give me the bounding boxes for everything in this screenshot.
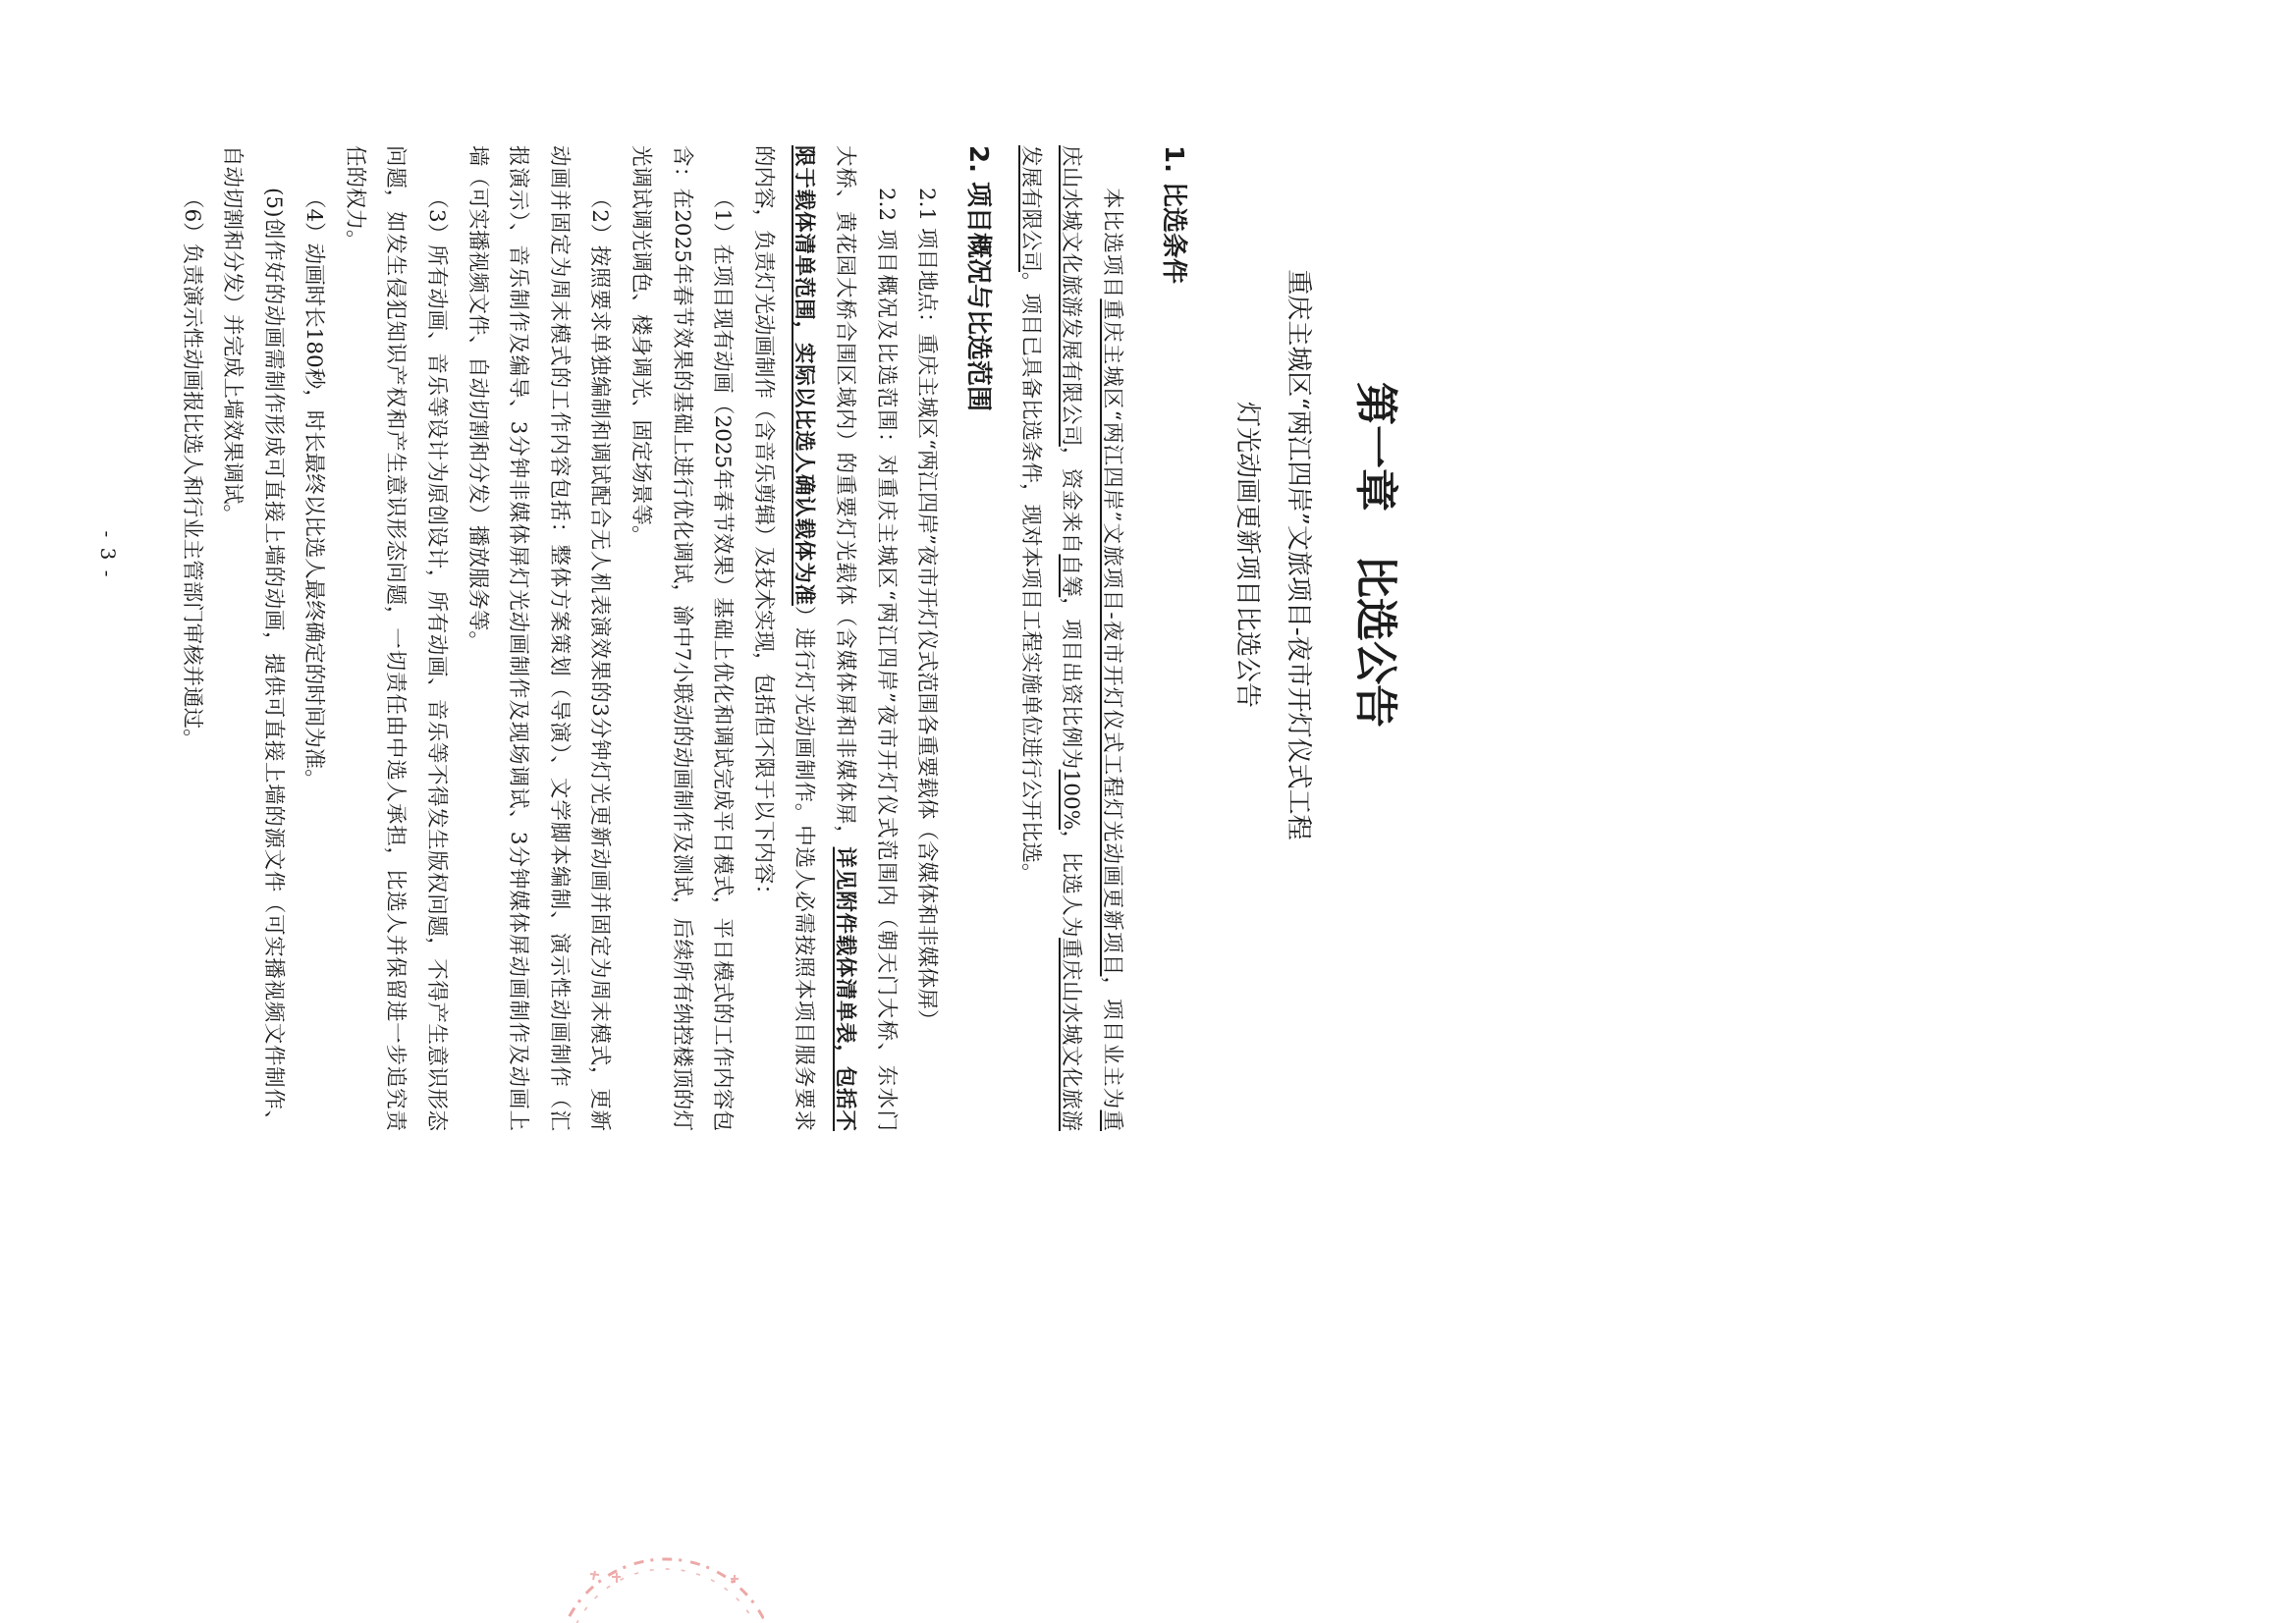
text-run: ，资金来自 (1059, 446, 1084, 555)
underlined-text: 自筹 (1059, 554, 1084, 598)
text-run: （4）动画时长180秒，时长最终以比选人最终确定的时间为准。 (301, 188, 327, 790)
document-body (171, 145, 1205, 1131)
text-run: 本比选项目 (1100, 188, 1124, 299)
underlined-text: 重庆主城区“两江四岸”文旅项目-夜市开灯仪式工程灯光动画更新项目 (1100, 298, 1124, 977)
document-subtitle-line: 重庆主城区“两江四岸”文旅项目-夜市开灯仪式工程 (1284, 269, 1313, 840)
text-line (824, 145, 865, 1131)
bold-underlined-text: 详见附件载体清单表，包括不 (833, 846, 858, 1131)
text-line (1091, 145, 1132, 1131)
text-run: 问题，如发生侵犯知识产权和产生意识形态问题，一切责任由中选人承担，比选人并保留进一步追究责 (383, 145, 409, 1131)
text-line (294, 145, 335, 1131)
text-run: ，比选人为 (1059, 830, 1084, 939)
text-run: 任的权力。 (342, 145, 367, 251)
underlined-text: 发展有限公司 (1017, 145, 1043, 273)
underlined-text: 重 (1100, 1109, 1124, 1131)
document-subtitle-line: 灯光动画更新项目比选公告 (1232, 401, 1262, 708)
underlined-text: 重庆山水城文化旅游 (1059, 938, 1084, 1131)
text-line (212, 145, 253, 1131)
text-line (702, 145, 743, 1131)
text-line (498, 145, 539, 1131)
page-number: - 3 - (96, 530, 120, 579)
text-line (579, 145, 621, 1131)
text-run: 2.2 项目概况及比选范围：对重庆主城区“两江四岸”夜市开灯仪式范围内（朝天门大桥、东水门 (873, 188, 899, 1131)
text-run: ，项目出资比例为 (1059, 597, 1084, 770)
text-line (457, 145, 498, 1131)
seal-outer-ring (568, 1559, 764, 1623)
text-line (784, 145, 825, 1131)
text-line (538, 145, 579, 1131)
text-run: 大桥、黄花园大桥合围区域内）的重要灯光载体（含媒体屏和非媒体屏， (833, 145, 858, 847)
text-run: ，项目业主为 (1100, 976, 1124, 1110)
text-run: 2.1 项目地点：重庆主城区“两江四岸”夜市开灯仪式范围各重要载体（含媒体和非媒体屏） (914, 188, 940, 1031)
chapter-title: 第一章 比选公告 (1350, 382, 1400, 728)
bold-underlined-text: 限于载体清单范围，实际以比选人确认载体为准 (792, 145, 817, 606)
text-run: （2）按照要求单独编制和调试配合无人机表演效果的3分钟灯光更新动画并固定为周末模式，更新 (587, 188, 613, 1131)
document-header (1222, 113, 1404, 997)
text-line (416, 145, 458, 1131)
text-line (865, 145, 906, 1131)
text-line (334, 145, 375, 1131)
text-line (1051, 145, 1092, 1131)
text-line (375, 145, 416, 1131)
text-run: （1）在项目现有动画（2025年春节效果）基础上优化和调试完成平日模式，平日模式的工作内容包 (710, 188, 736, 1131)
underlined-text: 庆山水城文化旅游发展有限公司 (1059, 145, 1084, 447)
text-run: 光调试调光调色、楼身调光、固定场景等。 (629, 145, 654, 547)
red-seal-fragment (568, 1532, 764, 1623)
text-run: 。项目已具备比选条件，现对本项目工程实施单位进行公开比选。 (1017, 272, 1043, 885)
text-line (1010, 145, 1051, 1131)
section-bid-conditions (1010, 145, 1205, 1131)
text-line (742, 145, 784, 1131)
text-line (252, 145, 294, 1131)
text-line (661, 145, 702, 1131)
text-run: （3）所有动画、音乐等设计为原创设计，所有动画、音乐等不得发生版权问题，不得产生意识形态 (424, 188, 450, 1131)
text-run: 的内容，负责灯光动画制作（含音乐剪辑）及技术实现，包括但不限于以下内容： (750, 145, 776, 906)
section-heading: 2. 项目概况与比选范围 (963, 145, 994, 412)
text-run: ）进行灯光动画制作。中选人必需按照本项目服务要求 (792, 605, 817, 1131)
underlined-text: 100% (1059, 769, 1084, 831)
text-run: 墙（可实播视频文件、自动切割和分发）播放服务等。 (465, 145, 490, 653)
text-line (620, 145, 661, 1131)
text-run: 动画并固定为周末模式的工作内容包括：整体方案策划（导演）、文学脚本编制、演示性动画制作（汇 (546, 145, 572, 1131)
section-project-overview (171, 145, 1010, 1131)
text-run: 自动切割和分发）并完成上墙效果调试。 (220, 145, 246, 526)
section-heading: 1. 比选条件 (1159, 145, 1188, 285)
text-line (171, 145, 212, 1131)
text-run: 含：在2025年春节效果的基础上进行优化调试，渝中7小联动的动画制作及测试，后续所有纳控楼顶的灯 (669, 145, 694, 1131)
text-run: (5)创作好的动画需制作形成可直接上墙的动画，提供可直接上墙的源文件（可实播视频文件制作、 (260, 188, 286, 1131)
text-line (906, 145, 948, 1131)
text-run: （6）负责演示性动画报比选人和行业主管部门审核并通过。 (179, 188, 204, 750)
text-run: 报演示）、音乐制作及编导、3分钟非媒体屏灯光动画制作及现场调试、3分钟媒体屏动画制作及动画上 (506, 145, 531, 1131)
